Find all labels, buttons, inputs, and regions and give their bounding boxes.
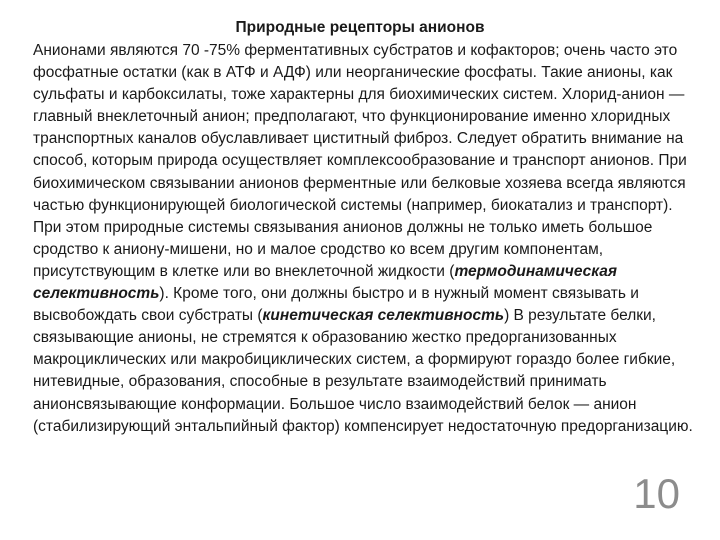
page-number: 10 (633, 470, 680, 517)
term-thermodynamic-selectivity: термодинамическая селективность (33, 262, 618, 303)
body-paragraph (33, 40, 693, 438)
slide-title: Природные рецепторы анионов (235, 19, 485, 36)
term-kinetic-selectivity: кинетическая селективность (262, 307, 505, 325)
paragraph-part-3: ) В результате белки, связывающие анионы, не стремятся к образованию жестко предорганизованных макроциклических или макробициклических систем, а формируют гораздо более гибкие, нитевидные, образования, способные в результате взаимодействий принимать анионсвязывающие конформации. Большое число взаимодействий белок — анион (стабилизирующий энтальпийный фактор) компенсирует недостаточную предорганизацию. (33, 307, 693, 435)
paragraph-part-2: ). Кроме того, они должны быстро и в нужный момент связывать и высвобождать свои субстраты ( (33, 285, 639, 325)
paragraph-part-1: Анионами являются 70 -75% ферментативных субстратов и кофакторов; очень часто это фосфатные остатки (как в АТФ и АДФ) или неорганические фосфаты. Такие анионы, как сульфаты и карбоксилаты, тоже характерны для биохимических систем. Хлорид-анион — главный внеклеточный анион; предполагают, что функционирование именно хлоридных транспортных каналов обуславливает циститный фиброз. Следует обратить внимание на способ, которым природа осуществляет комплексообразование и транспорт анионов. При биохимическом связывании анионов ферментные или белковые хозяева всегда являются частью функционирующей биологической системы (например, биокатализ и транспорт). При этом природные системы связывания анионов должны не только иметь большое сродство к аниону-мишени, но и малое сродство ко всем другим компонентам, присутствующим в клетке или во внеклеточной жидкости ( (33, 42, 687, 280)
body-text (33, 40, 693, 438)
